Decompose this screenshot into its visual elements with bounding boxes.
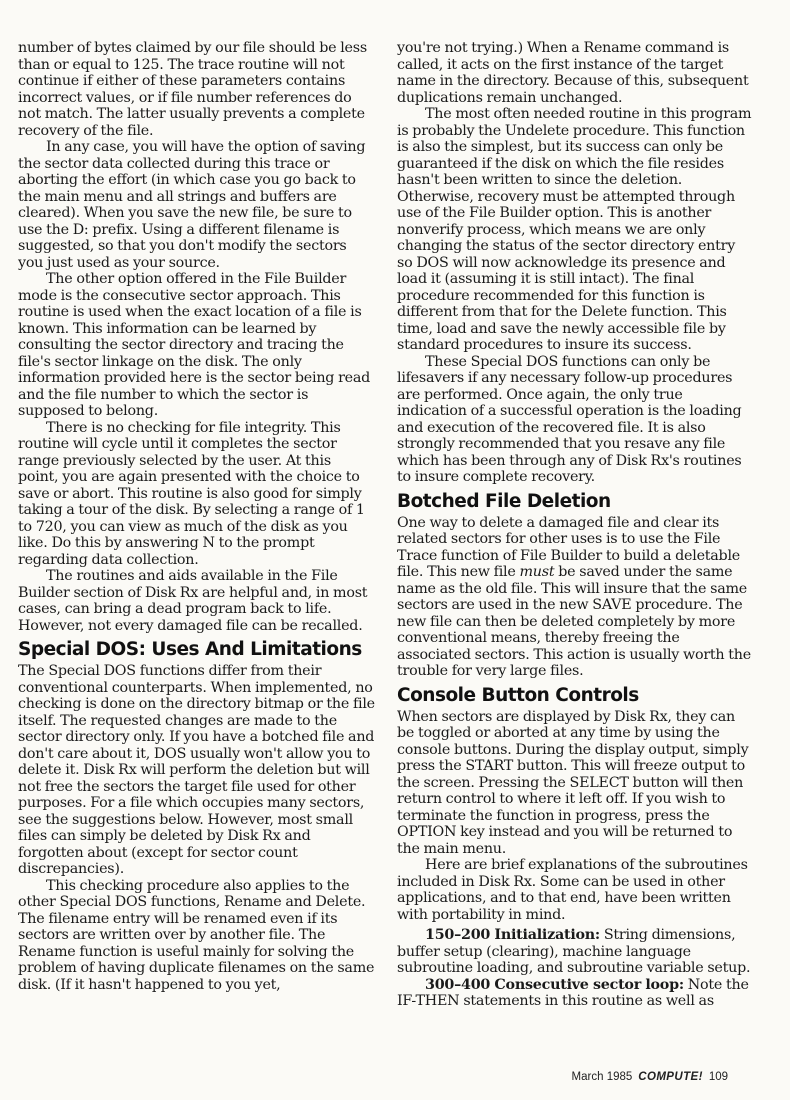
- paragraph: The routines and aids available in the File Builder section of Disk Rx are helpful and, in most cases, can bring a dead program back to life. However, not every damaged file can be recalled.: [18, 568, 368, 634]
- paragraph: [397, 927, 754, 977]
- magazine-name: COMPUTE!: [638, 1071, 703, 1083]
- paragraph: The other option offered in the File Builder mode is the consecutive sector approach. This routine is used when the exact location of a file is known. This information can be learned by consulting the sector directory and tracing the file's sector linkage on the disk. The only information provided here is the sector being read and the file number to which the sector is supposed to belong.: [18, 271, 371, 419]
- left-column: [18, 40, 375, 993]
- paragraph: These Special DOS functions can only be lifesavers if any necessary follow-up procedures are performed. Once again, the only true indication of a successful operation is the loading and execution of the recovered file. It is also strongly recommended that you resave any file which has been through any of Disk Rx's routines to insure complete recovery.: [397, 353, 742, 485]
- text-run: Note the IF-THEN statements in this routine as well as: [397, 976, 749, 1009]
- paragraph: The most often needed routine in this program is probably the Undelete procedure. This function is also the simplest, but its success can only be guaranteed if the disk on which the file resides hasn't been written to since the deletion. Otherwise, recovery must be attempted through use of the File Builder option. This is another nonverify process, which means we are only changing the status of the sector directory entry so DOS will now acknowledge its presence and load it (assuming it is still intact). The final procedure recommended for this function is different from that for the Delete function. This time, load and save the newly accessible file by standard procedures to insure its success.: [397, 106, 752, 353]
- paragraph: In any case, you will have the option of saving the sector data collected during this trace or aborting the effort (in which case you go back to the main menu and all strings and buffers are cleared). When you save the new file, be sure to use the D: prefix. Using a different filename is suggested, so that you don't modify the sectors you just used as your source.: [18, 139, 366, 271]
- page-number: 109: [708, 1071, 728, 1083]
- paragraph: This checking procedure also applies to the other Special DOS functions, Rename and Delete. The filename entry will be renamed even if its sectors are written over by another file. The Rename function is useful mainly for solving the problem of having duplicate filenames on the same disk. (If it hasn't happened to you yet,: [18, 877, 375, 993]
- section-heading: Botched File Deletion: [397, 490, 611, 512]
- footer-date: March 1985: [571, 1071, 633, 1083]
- paragraph: [397, 977, 754, 1010]
- page-footer: [566, 1071, 728, 1083]
- paragraph: [397, 515, 754, 680]
- paragraph: When sectors are displayed by Disk Rx, they can be toggled or aborted at any time by using the console buttons. During the display output, simply press the START button. This will freeze output to the screen. Pressing the SELECT button will then return control to where it left off. If you wish to terminate the function in progress, press the OPTION key instead and you will be returned to the main menu.: [397, 708, 749, 857]
- paragraph: number of bytes claimed by our file should be less than or equal to 125. The trace routine will not continue if either of these parameters contains incorrect values, or if file number references do not match. The latter usually prevents a complete recovery of the file.: [18, 40, 367, 139]
- section-heading: Special DOS: Uses And Limitations: [18, 639, 362, 660]
- text-run: One way to delete a damaged file and clear its related sectors for other uses is to use the File Trace function of File Builder to build a deletable file. This new file: [397, 514, 740, 580]
- paragraph: you're not trying.) When a Rename command is called, it acts on the first instance of the target name in the directory. Because of this, subsequent duplications remain unchanged.: [397, 40, 749, 106]
- subroutine-label: 300–400 Consecutive sector loop:: [425, 976, 684, 993]
- text-run: String dimensions, buffer setup (clearing), machine language subroutine loading, and subroutine variable setup.: [397, 927, 751, 976]
- section-heading: Console Button Controls: [397, 684, 639, 706]
- subroutine-label: 150–200 Initialization:: [425, 927, 600, 943]
- paragraph: There is no checking for file integrity. This routine will cycle until it completes the sector range previously selected by the user. At this point, you are again presented with the choice to save or abort. This routine is also good for simply taking a tour of the disk. By selecting a range of 1 to 720, you can view as much of the disk as you like. Do this by answering N to the prompt regarding data collection.: [18, 419, 365, 568]
- text-run: be saved under the same name as the old file. This will insure that the same sectors are used in the new SAVE procedure. The new file can then be deleted completely by more conventional means, thereby freeing the associated sectors. This action is usually worth the trouble for very large files.: [397, 564, 751, 679]
- right-column: [397, 40, 754, 1010]
- paragraph: Here are brief explanations of the subroutines included in Disk Rx. Some can be used in other applications, and to that end, have been written with portability in mind.: [397, 857, 748, 923]
- emphasis: must: [519, 564, 555, 580]
- paragraph: The Special DOS functions differ from their conventional counterparts. When implemented, no checking is done on the directory bitmap or the file itself. The requested changes are made to the sector directory only. If you have a botched file and don't care about it, DOS usually won't allow you to delete it. Disk Rx will perform the deletion but will not free the sectors the target file used for other purposes. For a file which occupies many sectors, see the suggestions below. However, most small files can simply be deleted by Disk Rx and forgotten about (except for sector count discrepancies).: [18, 663, 375, 877]
